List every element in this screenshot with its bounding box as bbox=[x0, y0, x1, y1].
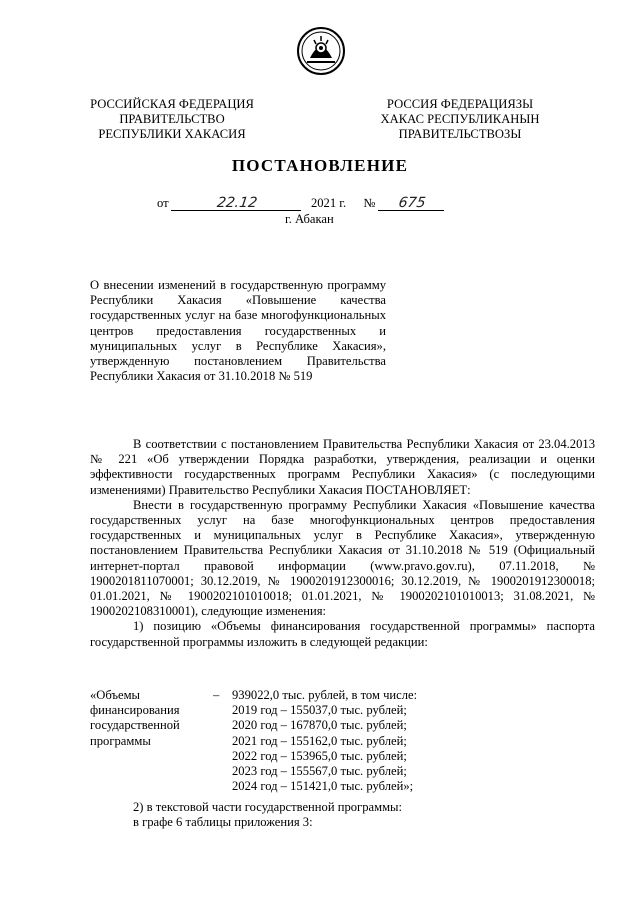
document-subject bbox=[90, 278, 386, 384]
financing-label-line: «Объемы bbox=[90, 688, 141, 702]
header-right-line: РОССИЯ ФЕДЕРАЦИЯЗЫ bbox=[386, 97, 534, 111]
financing-value-line: 2022 год – 153965,0 тыс. рублей; bbox=[232, 748, 407, 763]
header-left-org bbox=[62, 97, 282, 142]
handwritten-number: 675 bbox=[377, 196, 445, 211]
body-paragraph: 1) позицию «Объемы финансирования государственной программы» паспорта государственной программы изложить в следующей редакции: bbox=[90, 619, 595, 649]
document-title: ПОСТАНОВЛЕНИЕ bbox=[231, 156, 409, 175]
continuation-line: в графе 6 таблицы приложения 3: bbox=[133, 815, 313, 830]
coat-of-arms-emblem bbox=[296, 26, 346, 76]
financing-label bbox=[90, 688, 210, 749]
header-left-line: ПРАВИТЕЛЬСТВО bbox=[119, 112, 225, 126]
financing-label-line: государственной bbox=[90, 718, 180, 733]
header-left-line: РЕСПУБЛИКИ ХАКАСИЯ bbox=[98, 127, 246, 141]
document-body bbox=[90, 437, 595, 650]
body-paragraph: В соответствии с постановлением Правительства Республики Хакасия от 23.04.2013 № 221 «Об утверждении Порядка разработки, утверждения, реализации и оценки эффективности государственных программ Республики Хакасия» (с последующими изменениями) Правительство Республики Хакасия ПОСТАНОВЛЯЕТ: bbox=[90, 437, 595, 497]
from-label: от bbox=[157, 196, 169, 210]
continuation-line: 2) в текстовой части государственной программы: bbox=[133, 800, 402, 814]
financing-dash: – bbox=[213, 688, 220, 702]
header-right-line: ПРАВИТЕЛЬСТВОЗЫ bbox=[398, 127, 522, 141]
financing-label-line: программы bbox=[90, 733, 151, 748]
subject-text: О внесении изменений в государственную программу Республики Хакасия «Повышение качества государственных услуг на базе многофункциональных центров предоставления государственных и муниципальных услуг в Республике Хакасия», утвержденную постановлением Правительства Республики Хакасия от 31.10.2018 № 519 bbox=[90, 278, 386, 384]
financing-values bbox=[232, 688, 462, 794]
header-right-org bbox=[350, 97, 570, 142]
number-label: № bbox=[363, 196, 376, 210]
financing-value-line: 2020 год – 167870,0 тыс. рублей; bbox=[232, 718, 407, 733]
continuation-text bbox=[133, 800, 603, 830]
financing-value-line: 2021 год – 155162,0 тыс. рублей; bbox=[232, 733, 407, 748]
financing-label-line: финансирования bbox=[90, 703, 180, 718]
financing-value-line: 2019 год – 155037,0 тыс. рублей; bbox=[232, 703, 407, 718]
year-text: 2021 г. bbox=[310, 196, 347, 210]
handwritten-date: 22.12 bbox=[171, 196, 303, 211]
financing-value-line: 939022,0 тыс. рублей, в том числе: bbox=[232, 688, 418, 702]
date-line bbox=[157, 196, 445, 211]
body-paragraph: Внести в государственную программу Республики Хакасия «Повышение качества государственных услуг на базе многофункциональных центров предоставления государственных и муниципальных услуг в Республике Хакасия», утвержденную постановлением Правительства Республики Хакасия от 31.10.2018 № 519 (Официальный интернет-портал правовой информации (www.pravo.gov.ru), 07.11.2018, № 1900201811070001; 30.12.2019, № 1900201912300016; 30.12.2019, № 1900201912300018; 01.01.2021, № 1900202101010018; 01.01.2021, № 1900202101010013; 31.08.2021, № 1900202108310001), следующие изменения: bbox=[90, 497, 595, 619]
financing-value-line: 2024 год – 151421,0 тыс. рублей»; bbox=[232, 779, 414, 794]
city-name: г. Абакан bbox=[285, 212, 334, 226]
financing-value-line: 2023 год – 155567,0 тыс. рублей; bbox=[232, 764, 407, 779]
header-right-line: ХАКАС РЕСПУБЛИКАНЫН bbox=[380, 112, 540, 126]
header-left-line: РОССИЙСКАЯ ФЕДЕРАЦИЯ bbox=[90, 97, 254, 111]
